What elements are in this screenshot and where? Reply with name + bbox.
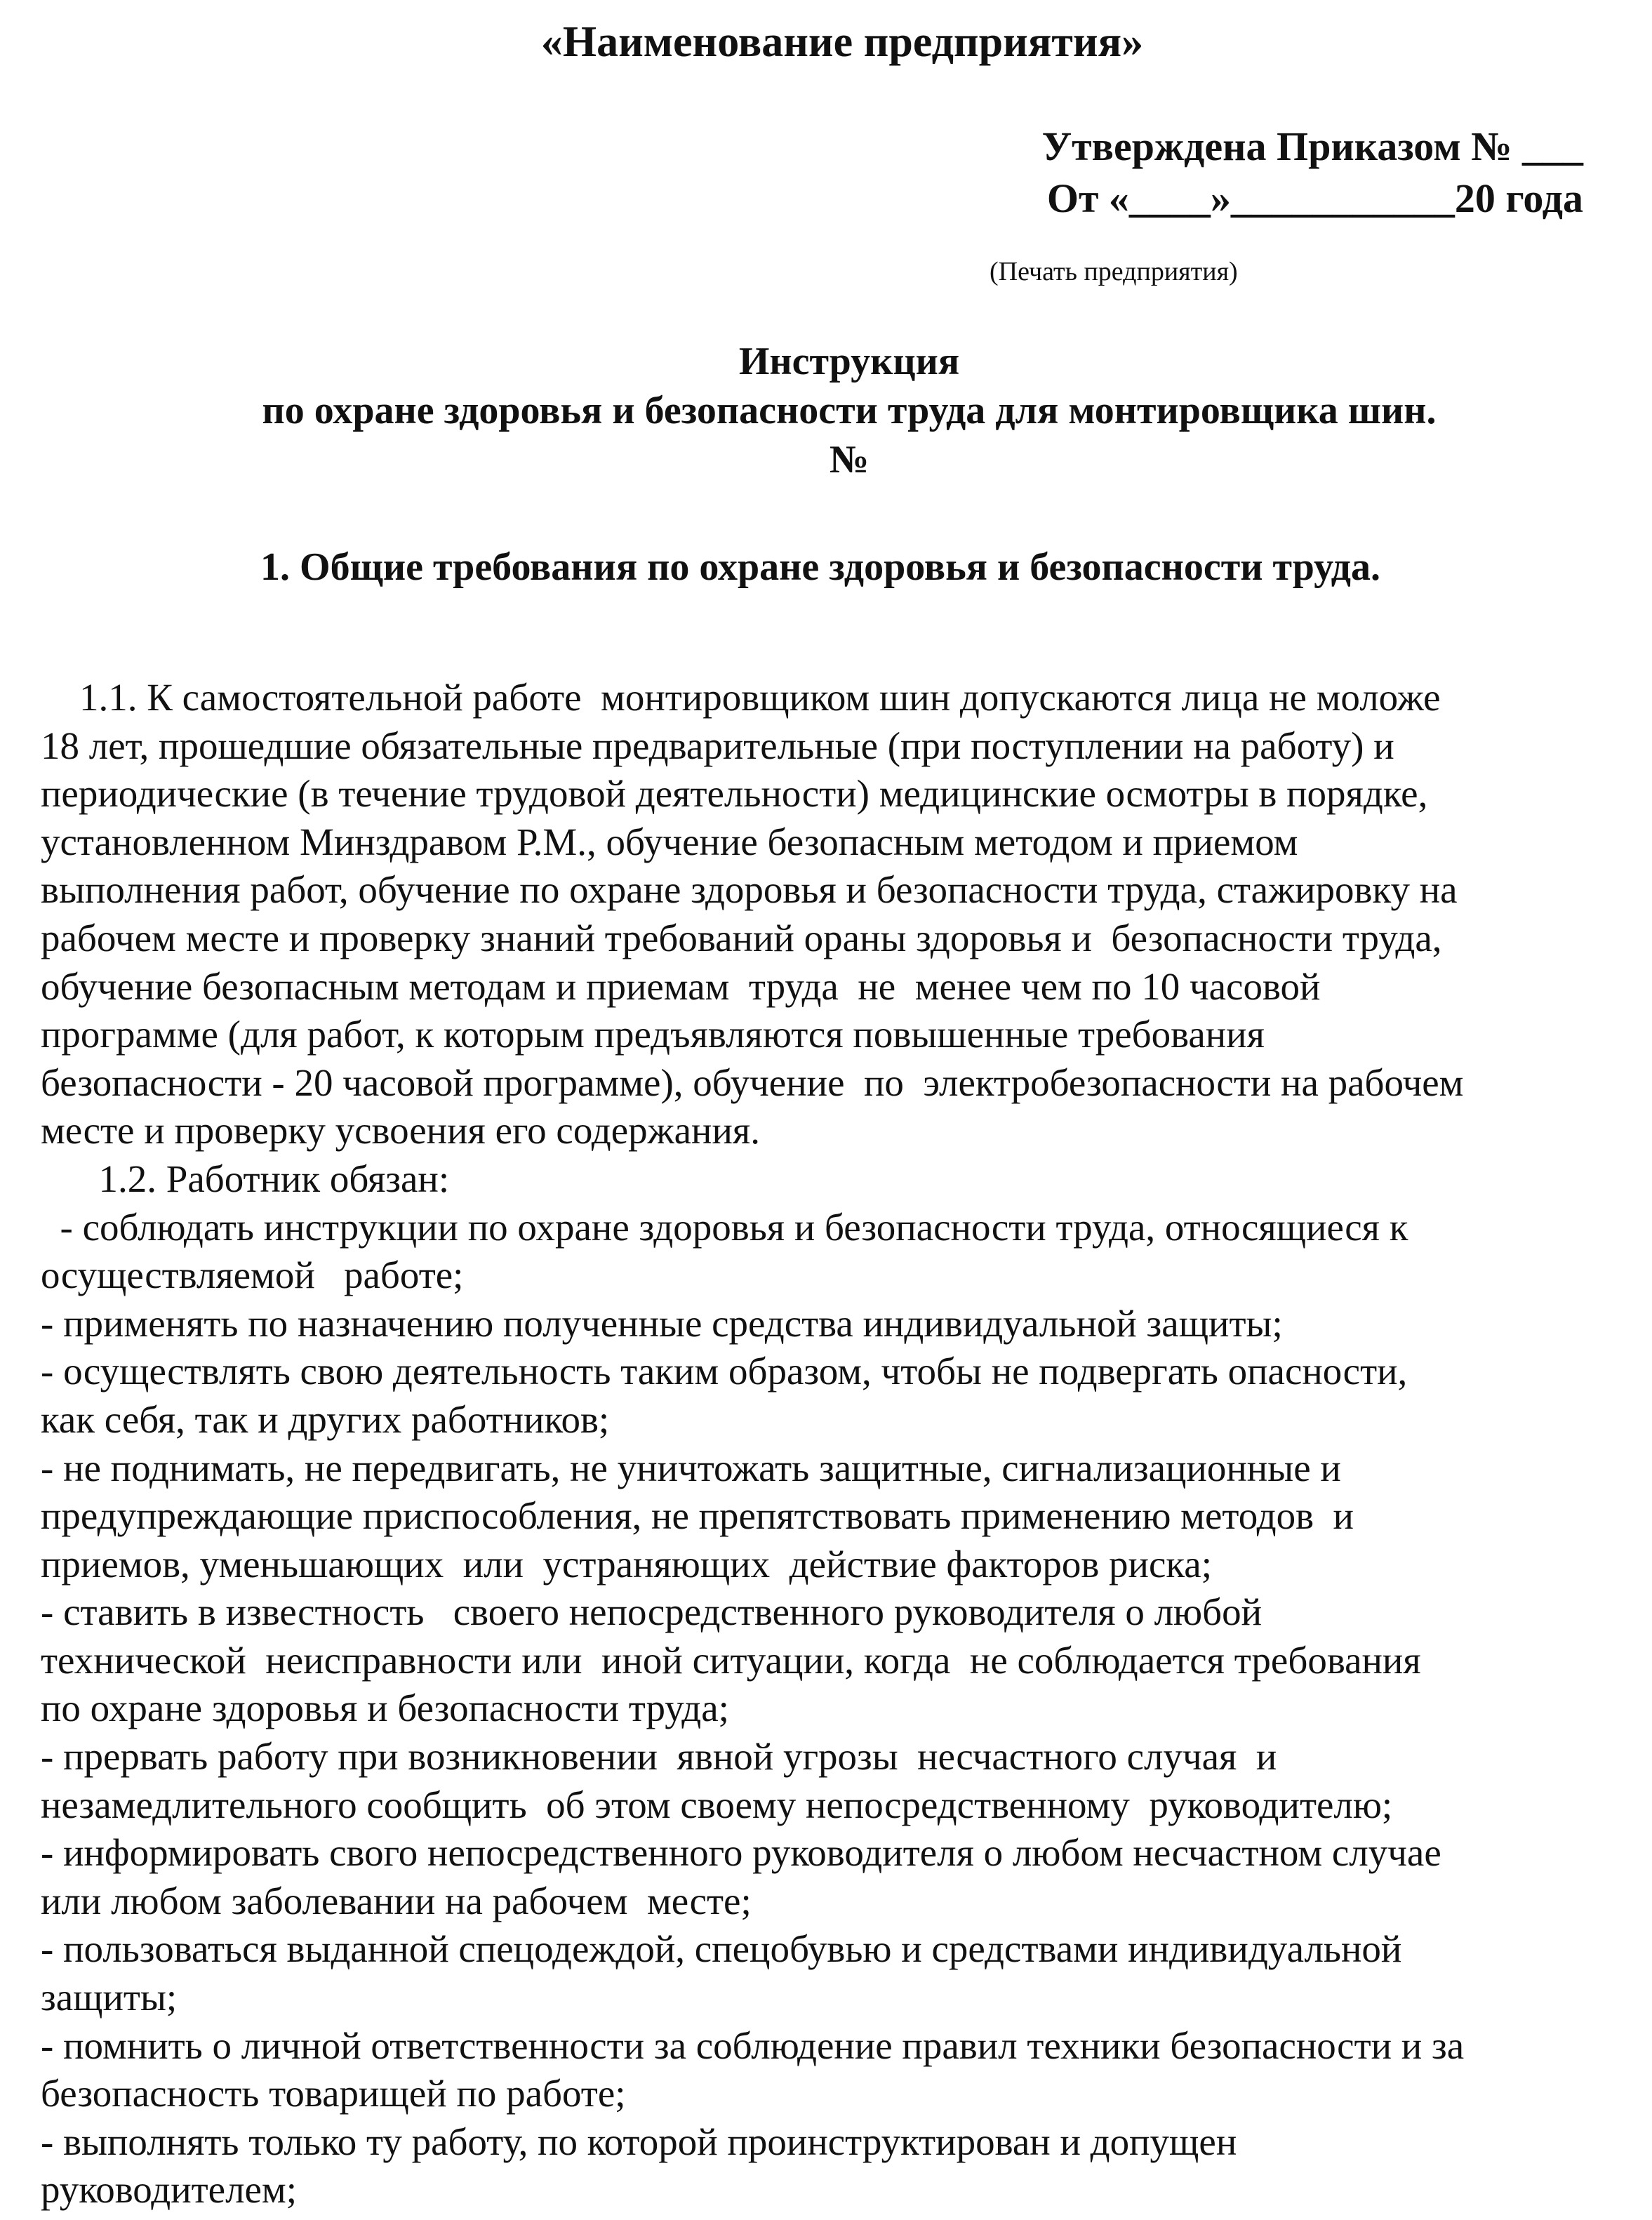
text-line: - пользоваться выданной спецодеждой, спецобувью и средствами индивидуальной xyxy=(41,1927,1402,1971)
text-line: защиты; xyxy=(41,1976,178,2019)
text-line: или любом заболевании на рабочем месте; xyxy=(41,1879,752,1922)
text-line: 1.1. К самостоятельной работе монтировщиком шин допускаются лица не моложе xyxy=(41,676,1441,719)
text-line: рабочем месте и проверку знаний требований ораны здоровья и безопасности труда, xyxy=(41,916,1442,959)
text-line: - прервать работу при возникновении явной угрозы несчастного случая и xyxy=(41,1735,1277,1779)
text-line: приемов, уменьшающих или устраняющих действие факторов риска; xyxy=(41,1542,1212,1586)
title-line-subject: по охране здоровья и безопасности труда для монтировщика шин. xyxy=(262,389,1437,432)
text-line: по охране здоровья и безопасности труда; xyxy=(41,1687,729,1730)
text-line: обучение безопасным методам и приемам труда не менее чем по 10 часовой xyxy=(41,964,1321,1008)
text-line: безопасности - 20 часовой программе), обучение по электробезопасности на рабочем xyxy=(41,1061,1464,1104)
text-line: периодические (в течение трудовой деятельности) медицинские осмотры в порядке, xyxy=(41,772,1428,816)
text-line: технической неисправности или иной ситуации, когда не соблюдается требования xyxy=(41,1638,1421,1682)
section-heading: 1. Общие требования по охране здоровья и безопасности труда. xyxy=(260,545,1380,589)
text-line: - помнить о личной ответственности за соблюдение правил техники безопасности и за xyxy=(41,2023,1465,2067)
text-line: - соблюдать инструкции по охране здоровья и безопасности труда, относящиеся к xyxy=(41,1205,1408,1249)
text-line: выполнения работ, обучение по охране здоровья и безопасности труда, стажировку на xyxy=(41,868,1458,912)
text-line: - выполнять только ту работу, по которой проинструктирован и допущен xyxy=(41,2120,1237,2163)
title-line-instruction: Инструкция xyxy=(738,340,960,383)
text-line: осуществляемой работе; xyxy=(41,1254,464,1297)
text-line: - информировать свого непосредственного руководителя о любом несчастном случае xyxy=(41,1831,1441,1875)
approval-date-line: От «____»___________20 года xyxy=(1046,175,1583,221)
text-line: предупреждающие приспособления, не препятствовать применению методов и xyxy=(41,1494,1354,1538)
text-line: - ставить в известность своего непосредственного руководителя о любой xyxy=(41,1590,1263,1634)
text-line: - применять по назначению полученные средства индивидуальной защиты; xyxy=(41,1301,1283,1345)
text-line: - осуществлять свою деятельность таким образом, чтобы не подвергать опасности, xyxy=(41,1350,1408,1393)
text-line: безопасность товарищей по работе; xyxy=(41,2072,626,2115)
text-line: установленном Минздравом Р.М., обучение безопасным методом и приемом xyxy=(41,820,1298,863)
section-body xyxy=(41,674,1627,2214)
title-line-number: № xyxy=(829,438,870,481)
text-line: 1.2. Работник обязан: xyxy=(41,1157,450,1200)
company-name: «Наименование предприятия» xyxy=(540,18,1144,66)
document-title xyxy=(0,337,1652,484)
text-line: как себя, так и других работников; xyxy=(41,1397,610,1441)
text-line: 18 лет, прошедшие обязательные предварительные (при поступлении на работу) и xyxy=(41,724,1394,767)
approval-block xyxy=(1042,121,1583,225)
text-line: незамедлительного сообщить об этом своему непосредственному руководителю; xyxy=(41,1783,1393,1826)
text-line: месте и проверку усвоения его содержания. xyxy=(41,1109,760,1152)
text-line: программе (для работ, к которым предъявляются повышенные требования xyxy=(41,1013,1265,1056)
stamp-placeholder: (Печать предприятия) xyxy=(990,257,1238,286)
approval-order-line: Утверждена Приказом № ___ xyxy=(1041,124,1583,169)
text-line: руководителем; xyxy=(41,2168,298,2212)
text-line: - не поднимать, не передвигать, не уничтожать защитные, сигнализационные и xyxy=(41,1446,1341,1489)
